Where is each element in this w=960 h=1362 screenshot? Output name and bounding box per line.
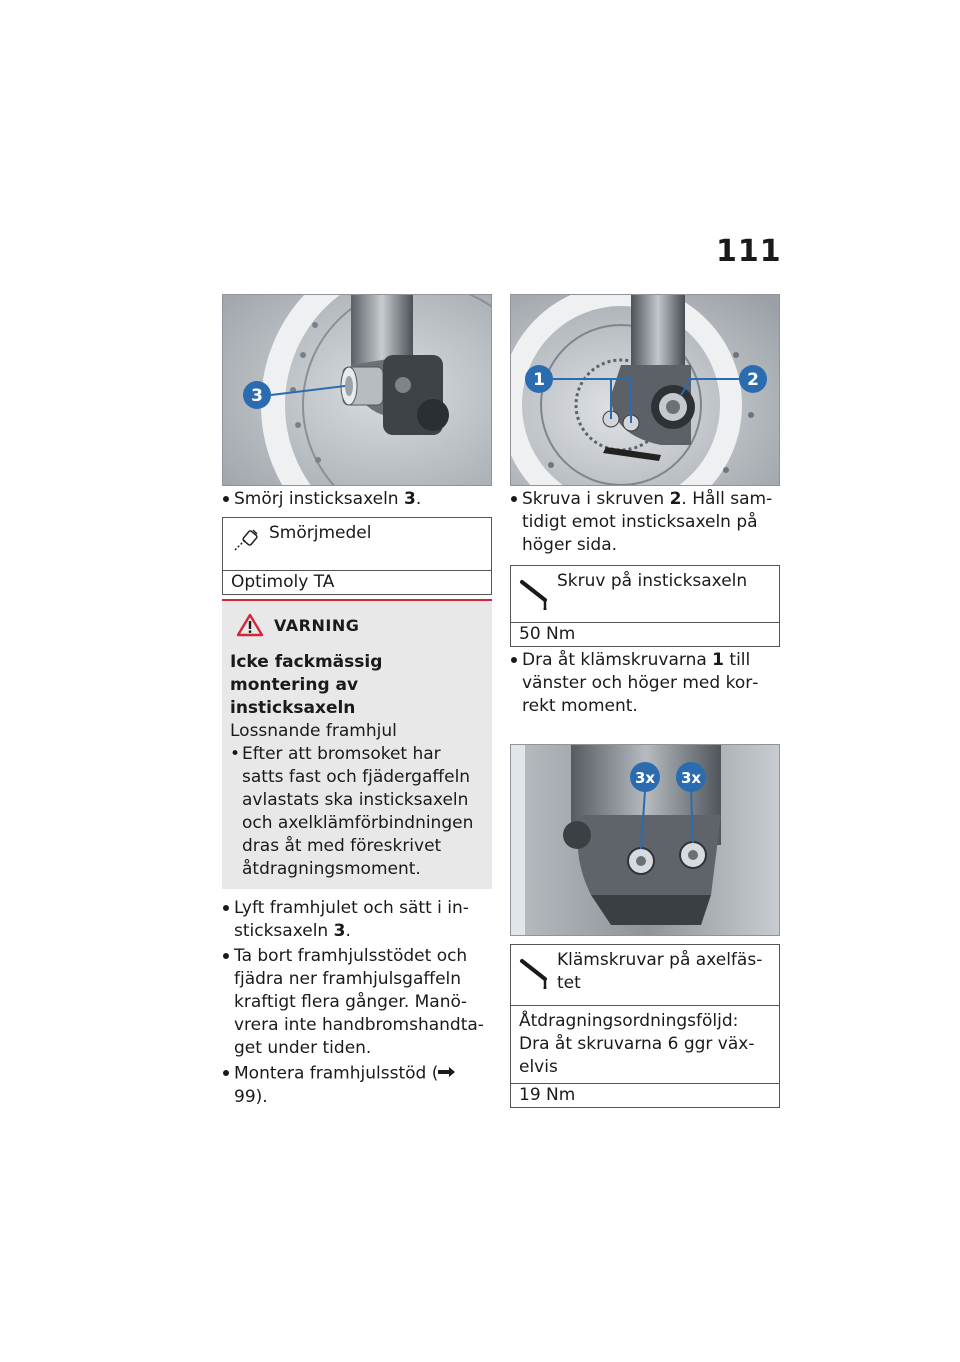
step-screw-in: Skruva i skruven 2. Håll samtidigt emot insticksaxeln på höger sida. [510, 488, 780, 557]
step-tighten-clamp-screws: Dra åt klämskruvarna 1 till vänster och höger med korrekt moment. [510, 649, 780, 718]
photo-clamp-screws [510, 744, 780, 936]
callout-3x-left: 3x [634, 769, 656, 787]
photo-axle-screws [510, 294, 780, 486]
callout-3: 3 [251, 386, 263, 406]
torque-value-clamp-screws: 19 Nm [511, 1083, 779, 1107]
warning-title: VARNING [274, 615, 360, 635]
step-lift-wheel: Lyft framhjulet och sätt i insticksaxeln 3. [222, 897, 492, 943]
torque-label-clamp-screws: Klämskruvar på axelfästet [557, 950, 763, 993]
right-column [510, 294, 780, 1108]
left-column [222, 294, 492, 1109]
torque-value-axle-screw: 50 Nm [511, 622, 779, 646]
step-mount-stand: Montera framhjulsstöd ( 99). [222, 1062, 492, 1109]
callout-2: 2 [747, 370, 759, 390]
callout-3x-right: 3x [680, 769, 702, 787]
photo-axle-insert [222, 294, 492, 486]
callout-1: 1 [533, 370, 545, 390]
lubricant-box [222, 517, 492, 595]
warning-triangle-icon [236, 613, 264, 637]
lubricant-value: Optimoly TA [223, 570, 491, 594]
photo-axle-screws-illustration [511, 295, 780, 486]
photo-clamp-screws-illustration [511, 745, 780, 936]
torque-wrench-icon [519, 955, 553, 996]
warning-consequence: Lossnande framhjul [230, 721, 397, 741]
step-remove-stand: Ta bort framhjulsstödet och fjädra ner framhjulsgaffeln kraftigt flera gånger. Manövrera inte handbromshandtaget under tiden. [222, 945, 492, 1060]
torque-wrench-icon [519, 576, 553, 617]
torque-box-axle-screw [510, 565, 780, 647]
torque-box-clamp-screws [510, 944, 780, 1108]
warning-heading: Icke fackmässig montering av insticksaxeln [230, 652, 383, 718]
lubricant-label: Smörjmedel [269, 523, 372, 543]
lubricant-icon [231, 526, 261, 563]
warning-instruction: • Efter att bromsoket har satts fast och fjädergaffeln avlastats ska insticksaxeln och axelklämförbindningen dras åt med föreskrivet åtdragningsmoment. [230, 743, 484, 881]
warning-box [222, 599, 492, 889]
torque-label-axle-screw: Skruv på insticksaxeln [557, 571, 748, 591]
photo-axle-insert-illustration [223, 295, 492, 486]
step-lubricate-axle: Smörj insticksaxeln 3. [222, 488, 492, 511]
page-reference-arrow-icon [438, 1062, 456, 1085]
torque-sequence: Åtdragningsordningsföljd: Dra åt skruvarna 6 ggr växelvis [511, 1005, 779, 1083]
page-number: 111 [716, 234, 782, 269]
